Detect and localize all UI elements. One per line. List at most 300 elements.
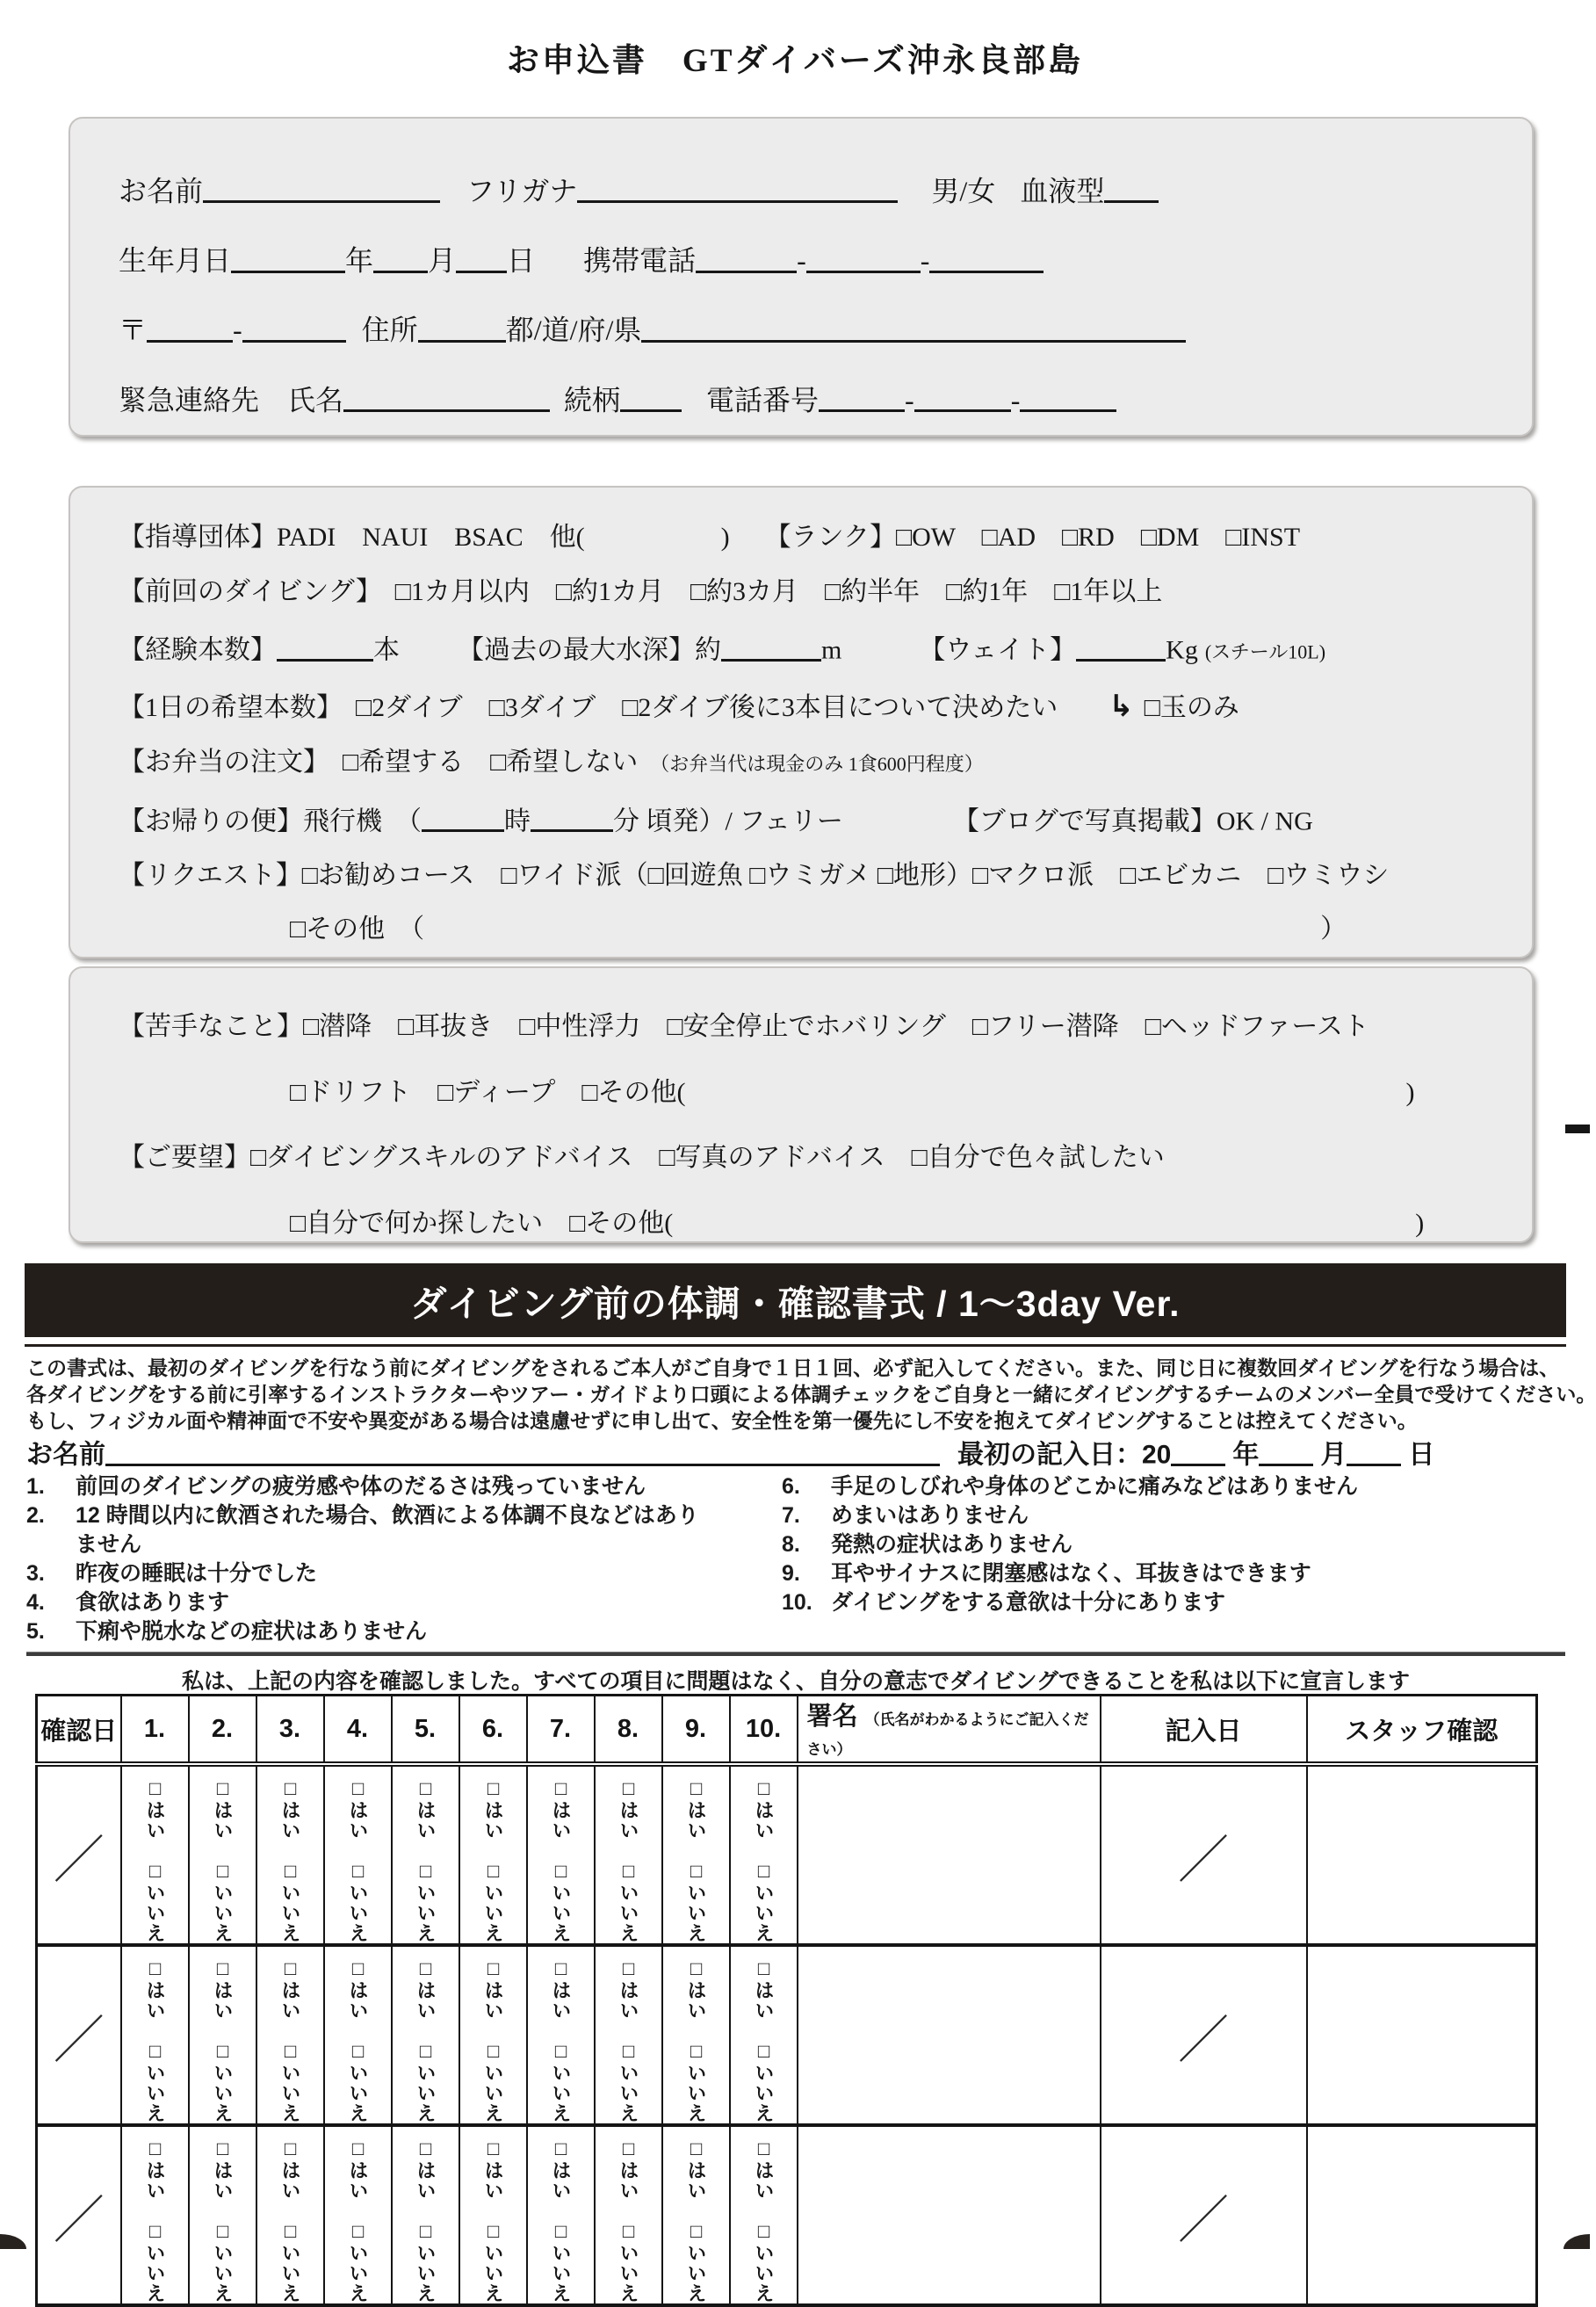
no-checkbox-label[interactable]: □いいえ: [347, 1860, 369, 1943]
question-answer-cell: [662, 1945, 730, 2125]
item-text-line: 下痢や脱水などの症状はありません: [76, 1619, 428, 1644]
blank-field[interactable]: [1076, 633, 1166, 662]
blank-field[interactable]: [819, 383, 905, 412]
item-number: 1.: [26, 1474, 45, 1499]
signature-header-label: 署名: [806, 1703, 865, 1731]
checklist-right-column: [782, 1472, 1572, 1617]
form-line: [119, 380, 1532, 416]
question-answer-cell: [527, 2125, 595, 2305]
answer-options: [257, 2127, 323, 2303]
answer-options: [257, 1767, 323, 1943]
question-3-header: 3.: [256, 1696, 324, 1765]
page-title: お申込書 GTダイバーズ沖永良部島: [506, 43, 1084, 79]
no-checkbox-label[interactable]: □いいえ: [550, 1860, 572, 1943]
no-checkbox-label[interactable]: □いいえ: [279, 1860, 301, 1943]
question-6-header: 6.: [459, 1696, 527, 1765]
yes-checkbox-label[interactable]: □はい: [617, 1957, 639, 2021]
answer-options: [190, 2127, 256, 2303]
no-checkbox-label[interactable]: □いいえ: [212, 2220, 234, 2303]
item-text-line: 昨夜の睡眠は十分でした: [76, 1561, 318, 1586]
label-text: 最初の記入日：20: [957, 1440, 1172, 1470]
answer-options: [393, 2127, 459, 2303]
label-text: 【ブログで写真掲載】OK / NG: [952, 806, 1313, 836]
question-answer-cell: [730, 2125, 798, 2305]
no-checkbox-label[interactable]: □いいえ: [212, 2040, 234, 2123]
label-text: □ドリフト □ディープ □その他(: [290, 1077, 686, 1107]
blank-field[interactable]: [203, 174, 440, 203]
label-text: 年: [1232, 1440, 1260, 1470]
check-table-row: [37, 1945, 1537, 2125]
item-number: 4.: [26, 1590, 45, 1615]
label-text: 【お弁当の注文】 □希望する □希望しない: [119, 748, 639, 777]
blank-field[interactable]: [105, 1438, 940, 1466]
yes-checkbox-label[interactable]: □はい: [482, 1777, 504, 1841]
daily-check-table: [35, 1694, 1538, 2307]
yes-checkbox-label[interactable]: □はい: [482, 1957, 504, 2021]
question-8-header: 8.: [595, 1696, 662, 1765]
answer-options: [731, 1947, 797, 2123]
item-number: 3.: [26, 1561, 45, 1586]
yes-checkbox-label[interactable]: □はい: [482, 2137, 504, 2201]
label-text: 【前回のダイビング】 □1カ月以内 □約1カ月 □約3カ月 □約半年 □約1年 □1年以上: [119, 576, 1163, 606]
concerns-requests-box: [69, 966, 1534, 1243]
blank-field[interactable]: [1020, 383, 1116, 412]
yes-checkbox-label[interactable]: □はい: [144, 1777, 166, 1841]
question-answer-cell: [730, 1945, 798, 2125]
answer-options: [528, 2127, 594, 2303]
question-answer-cell: [392, 1945, 459, 2125]
staff-confirm-cell[interactable]: [1307, 1945, 1537, 2125]
item-text-line: 前回のダイビングの疲労感や体のだるさは残っていません: [76, 1474, 646, 1499]
no-checkbox-label[interactable]: □いいえ: [685, 2040, 707, 2123]
form-line: [26, 1436, 1434, 1471]
no-checkbox-label[interactable]: □いいえ: [415, 1860, 437, 1943]
label-text: □自分で何か探したい □その他(: [290, 1208, 674, 1238]
label-text: 【指導団体】PADI NAUI BSAC 他(: [119, 523, 585, 552]
label-text: 【ウェイト】: [919, 635, 1077, 665]
form-line: [119, 1012, 1532, 1043]
intro-line: 各ダイビングをする前に引率するインストラクターやツアー・ガイドより口頭による体調チェックをご自身と一緒にダイビングするチームのメンバー全員で受けてください。: [26, 1383, 1596, 1406]
diving-info-box: [69, 486, 1534, 958]
item-text-line: 発熱の症状はありません: [831, 1532, 1073, 1557]
label-text: 携帯電話: [583, 244, 697, 277]
question-answer-cell: [459, 1945, 527, 2125]
question-answer-cell: [595, 1945, 662, 2125]
yes-checkbox-label[interactable]: □はい: [685, 2137, 707, 2201]
question-5-header: 5.: [392, 1696, 459, 1765]
form-line: [119, 631, 1532, 666]
label-text: 住所: [361, 314, 418, 346]
blank-field[interactable]: [242, 313, 346, 342]
answer-options: [325, 1947, 391, 2123]
instructions-paragraph: [26, 1355, 1596, 1434]
question-answer-cell: [662, 2125, 730, 2305]
yes-checkbox-label[interactable]: □はい: [617, 2137, 639, 2201]
entry-date-cell[interactable]: ／: [1101, 1945, 1307, 2125]
entry-date-cell[interactable]: ／: [1101, 1764, 1307, 1945]
banner-underline: [25, 1344, 1566, 1347]
question-answer-cell: [256, 1945, 324, 2125]
staff-confirm-cell[interactable]: [1307, 1764, 1537, 1945]
yes-checkbox-label[interactable]: □はい: [279, 1777, 301, 1841]
item-text-line: めまいはありません: [831, 1503, 1029, 1528]
blank-field[interactable]: [721, 633, 821, 662]
item-number: 10.: [782, 1590, 812, 1615]
question-answer-cell: [324, 1764, 392, 1945]
no-checkbox-label[interactable]: □いいえ: [279, 2040, 301, 2123]
blank-field[interactable]: [914, 383, 1011, 412]
item-number: 9.: [782, 1561, 800, 1586]
answer-options: [122, 1947, 188, 2123]
question-answer-cell: [121, 2125, 189, 2305]
label-text: m: [821, 635, 842, 665]
item-number: 5.: [26, 1619, 45, 1644]
form-line: [119, 802, 1532, 837]
signature-cell[interactable]: [798, 1764, 1101, 1945]
blank-field[interactable]: [418, 313, 506, 342]
question-answer-cell: [121, 1945, 189, 2125]
item-number: 8.: [782, 1532, 800, 1557]
question-answer-cell: [256, 2125, 324, 2305]
label-text: 【過去の最大水深】約: [458, 635, 721, 665]
label-text: ): [1415, 1208, 1425, 1238]
yes-checkbox-label[interactable]: □はい: [550, 2137, 572, 2201]
question-answer-cell: [730, 1764, 798, 1945]
bottom-right-corner-mark: [1564, 2234, 1590, 2249]
no-checkbox-label[interactable]: □いいえ: [144, 1860, 166, 1943]
signature-header: [798, 1696, 1101, 1765]
no-checkbox-label[interactable]: □いいえ: [753, 2040, 775, 2123]
no-checkbox-label[interactable]: □いいえ: [550, 2220, 572, 2303]
answer-options: [190, 1767, 256, 1943]
bottom-left-corner-mark: [0, 2234, 26, 2249]
name-and-first-entry-date-line: [26, 1436, 1434, 1471]
blank-field[interactable]: [696, 243, 797, 272]
question-answer-cell: [189, 1764, 256, 1945]
yes-checkbox-label[interactable]: □はい: [550, 1957, 572, 2021]
no-checkbox-label[interactable]: □いいえ: [685, 2220, 707, 2303]
question-7-header: 7.: [527, 1696, 595, 1765]
blank-field[interactable]: [806, 243, 921, 272]
label-text: ）: [1320, 915, 1347, 944]
form-line: [119, 310, 1532, 346]
check-date-header: 確認日: [37, 1696, 121, 1765]
checklist-item: [26, 1617, 773, 1646]
item-text-line: ダイビングをする意欲は十分にあります: [831, 1590, 1226, 1615]
checklist-item: [782, 1559, 1572, 1588]
check-date-cell[interactable]: ／: [37, 1764, 121, 1945]
question-answer-cell: [324, 1945, 392, 2125]
answer-options: [663, 1767, 729, 1943]
question-answer-cell: [256, 1764, 324, 1945]
no-checkbox-label[interactable]: □いいえ: [482, 2220, 504, 2303]
label-text: 緊急連絡先 氏名: [119, 383, 344, 416]
label-text: 【リクエスト】□お勧めコース □ワイド派（□回遊魚 □ウミガメ □地形）□マクロ派 □エビカニ □ウミウシ: [119, 860, 1390, 890]
question-answer-cell: [459, 2125, 527, 2305]
label-text: 電話番号: [706, 383, 820, 416]
answer-options: [460, 1767, 526, 1943]
answer-options: [596, 1947, 661, 2123]
question-2-header: 2.: [189, 1696, 256, 1765]
label-text: 男/女: [931, 175, 996, 207]
form-line: [119, 241, 1532, 277]
yes-checkbox-label[interactable]: □はい: [347, 2137, 369, 2201]
yes-checkbox-label[interactable]: □はい: [347, 1957, 369, 2021]
declaration-text: 私は、上記の内容を確認しました。すべての項目に問題はなく、自分の意志でダイビングできることを私は以下に宣言します: [181, 1669, 1410, 1694]
blank-field[interactable]: [531, 805, 613, 833]
yes-checkbox-label[interactable]: □はい: [279, 2137, 301, 2201]
blank-field[interactable]: [1171, 1438, 1225, 1466]
label-text: □その他 （: [290, 915, 425, 944]
label-text: 日: [507, 244, 536, 277]
answer-options: [393, 1767, 459, 1943]
blank-field[interactable]: [620, 383, 682, 412]
label-text: 日: [1408, 1440, 1435, 1470]
item-number: 7.: [782, 1503, 800, 1528]
check-date-cell[interactable]: ／: [37, 1945, 121, 2125]
answer-options: [663, 1947, 729, 2123]
label-text: □玉のみ: [1144, 693, 1239, 722]
applicant-info-box: [69, 117, 1534, 437]
blank-field[interactable]: [1347, 1438, 1401, 1466]
no-checkbox-label[interactable]: □いいえ: [550, 2040, 572, 2123]
item-text: [831, 1559, 1311, 1588]
label-text: お名前: [26, 1440, 105, 1470]
question-answer-cell: [662, 1764, 730, 1945]
question-answer-cell: [189, 1945, 256, 2125]
label-text: 都/道/府/県: [505, 314, 642, 346]
checklist-item: [782, 1530, 1572, 1559]
yes-checkbox-label[interactable]: □はい: [415, 1957, 437, 2021]
item-text: [76, 1559, 317, 1588]
blank-field[interactable]: [231, 243, 345, 272]
label-text: 【経験本数】: [119, 635, 277, 665]
item-text-line: 食欲はあります: [76, 1590, 230, 1615]
intro-line: もし、フィジカル面や精神面で不安や異変がある場合は遠慮せずに申し出て、安全性を第一優先にし不安を抱えてダイビングすることは控えてください。: [26, 1409, 1418, 1432]
no-checkbox-label[interactable]: □いいえ: [347, 2040, 369, 2123]
yes-checkbox-label[interactable]: □はい: [550, 1777, 572, 1841]
staff-confirm-header: スタッフ確認: [1307, 1696, 1537, 1765]
label-text: 【お帰りの便】飛行機 （: [119, 806, 422, 836]
label-text: 【ご要望】□ダイビングスキルのアドバイス □写真のアドバイス □自分で色々試したい: [119, 1143, 1165, 1172]
yes-checkbox-label[interactable]: □はい: [617, 1777, 639, 1841]
yes-checkbox-label[interactable]: □はい: [415, 2137, 437, 2201]
health-check-banner: [25, 1263, 1566, 1337]
fold-mark: [1565, 1125, 1590, 1133]
question-answer-cell: [527, 1945, 595, 2125]
blank-field[interactable]: [343, 383, 550, 412]
label-text: ): [720, 523, 730, 552]
answer-options: [460, 1947, 526, 2123]
answer-options: [528, 1767, 594, 1943]
entry-date-cell[interactable]: ／: [1101, 2125, 1307, 2305]
checklist-item: [26, 1559, 773, 1588]
label-text: 【ランク】□OW □AD □RD □DM □INST: [764, 523, 1301, 552]
blank-field[interactable]: [1104, 174, 1159, 203]
label-text: 年: [345, 244, 374, 277]
blank-field[interactable]: [422, 805, 504, 833]
label-text: -: [233, 314, 242, 346]
yes-checkbox-label[interactable]: □はい: [753, 1777, 775, 1841]
no-checkbox-label[interactable]: □いいえ: [212, 1860, 234, 1943]
question-1-header: 1.: [121, 1696, 189, 1765]
form-line: [119, 577, 1532, 608]
form-line: [119, 1209, 1532, 1240]
label-text: フリガナ: [466, 175, 578, 207]
no-checkbox-label[interactable]: □いいえ: [753, 2220, 775, 2303]
answer-options: [596, 1767, 661, 1943]
checklist-item: [782, 1501, 1572, 1530]
answer-options: [528, 1947, 594, 2123]
answer-options: [460, 2127, 526, 2303]
yes-checkbox-label[interactable]: □はい: [212, 2137, 234, 2201]
signature-cell[interactable]: [798, 1945, 1101, 2125]
intro-line: この書式は、最初のダイビングを行なう前にダイビングをされるご本人がご自身で１日１回、必ず記入してください。また、同じ日に複数回ダイビングを行なう場合は、: [26, 1356, 1560, 1379]
no-checkbox-label[interactable]: □いいえ: [617, 2040, 639, 2123]
yes-checkbox-label[interactable]: □はい: [279, 1957, 301, 2021]
item-number: 6.: [782, 1474, 800, 1499]
yes-checkbox-label[interactable]: □はい: [144, 1957, 166, 2021]
item-text-line: 12 時間以内に飲酒された場合、飲酒による体調不良などはあり: [76, 1503, 699, 1528]
form-line: [119, 690, 1532, 724]
no-checkbox-label[interactable]: □いいえ: [144, 2220, 166, 2303]
answer-options: [325, 1767, 391, 1943]
question-answer-cell: [392, 2125, 459, 2305]
item-number: 2.: [26, 1503, 45, 1528]
label-text: -: [1010, 383, 1021, 416]
yes-checkbox-label[interactable]: □はい: [212, 1957, 234, 2021]
label-text: 月: [428, 244, 457, 277]
yes-checkbox-label[interactable]: □はい: [144, 2137, 166, 2201]
item-text: [831, 1501, 1029, 1530]
question-9-header: 9.: [662, 1696, 730, 1765]
item-text: [76, 1501, 699, 1559]
label-text: 〒: [119, 314, 148, 346]
answer-options: [122, 2127, 188, 2303]
question-answer-cell: [392, 1764, 459, 1945]
no-checkbox-label[interactable]: □いいえ: [415, 2040, 437, 2123]
no-checkbox-label[interactable]: □いいえ: [617, 1860, 639, 1943]
item-text: [831, 1530, 1072, 1559]
yes-checkbox-label[interactable]: □はい: [685, 1957, 707, 2021]
label-text: ): [1405, 1077, 1415, 1107]
yes-checkbox-label[interactable]: □はい: [415, 1777, 437, 1841]
question-answer-cell: [527, 1764, 595, 1945]
checklist-item: [782, 1588, 1572, 1617]
signature-cell[interactable]: [798, 2125, 1101, 2305]
signature-header-note: （氏名がわかるようにご記入ください）: [806, 1711, 1089, 1758]
question-answer-cell: [595, 2125, 662, 2305]
blank-field[interactable]: [373, 243, 428, 272]
answer-options: [257, 1947, 323, 2123]
blank-field[interactable]: [456, 243, 507, 272]
label-text: 時: [504, 806, 531, 836]
question-4-header: 4.: [324, 1696, 392, 1765]
label-text: Kg: [1166, 635, 1198, 665]
checklist-item: [26, 1588, 773, 1617]
answer-options: [663, 2127, 729, 2303]
item-text-line: ません: [76, 1532, 142, 1557]
yes-checkbox-label[interactable]: □はい: [347, 1777, 369, 1841]
checklist-left-column: [26, 1472, 773, 1646]
banner-title: ダイビング前の体調・確認書式 / 1～3day Ver.: [410, 1283, 1181, 1324]
no-checkbox-label[interactable]: □いいえ: [617, 2220, 639, 2303]
answer-options: [190, 1947, 256, 2123]
no-checkbox-label[interactable]: □いいえ: [753, 1860, 775, 1943]
entry-date-header: 記入日: [1101, 1696, 1307, 1765]
no-checkbox-label[interactable]: □いいえ: [347, 2220, 369, 2303]
blank-field[interactable]: [1259, 1438, 1313, 1466]
no-checkbox-label[interactable]: □いいえ: [685, 1860, 707, 1943]
blank-field[interactable]: [577, 174, 898, 203]
no-checkbox-label[interactable]: □いいえ: [482, 2040, 504, 2123]
label-text: お名前: [119, 175, 204, 207]
label-text: 【1日の希望本数】 □2ダイブ □3ダイブ □2ダイブ後に3本目について決めたい: [119, 693, 1058, 722]
no-checkbox-label[interactable]: □いいえ: [482, 1860, 504, 1943]
answer-options: [731, 1767, 797, 1943]
note-text: （お弁当代は現金のみ 1食600円程度）: [650, 753, 984, 776]
form-line: [119, 861, 1532, 892]
form-line: [119, 748, 1532, 778]
label-text: 【苦手なこと】□潜降 □耳抜き □中性浮力 □安全停止でホバリング □フリー潜降 □ヘッドファースト: [119, 1012, 1369, 1041]
note-text: (スチール10L): [1204, 640, 1326, 663]
blank-field[interactable]: [929, 243, 1044, 272]
no-checkbox-label[interactable]: □いいえ: [415, 2220, 437, 2303]
form-line: [119, 523, 1532, 553]
divider-line: [26, 1652, 1565, 1656]
item-text: [76, 1617, 427, 1646]
item-text: [76, 1588, 229, 1617]
question-answer-cell: [324, 2125, 392, 2305]
check-date-cell[interactable]: ／: [37, 2125, 121, 2305]
question-answer-cell: [595, 1764, 662, 1945]
answer-options: [393, 1947, 459, 2123]
label-text: 月: [1320, 1440, 1347, 1470]
blank-field[interactable]: [147, 313, 233, 342]
blank-field[interactable]: [277, 633, 373, 662]
staff-confirm-cell[interactable]: [1307, 2125, 1537, 2305]
label-text: -: [797, 244, 806, 277]
label-text: 本: [373, 635, 400, 665]
yes-checkbox-label[interactable]: □はい: [753, 2137, 775, 2201]
answer-options: [325, 2127, 391, 2303]
form-line: [119, 1078, 1532, 1109]
answer-options: [731, 2127, 797, 2303]
question-answer-cell: [121, 1764, 189, 1945]
answer-options: [596, 2127, 661, 2303]
question-answer-cell: [459, 1764, 527, 1945]
answer-options: [122, 1767, 188, 1943]
checklist-item: [26, 1472, 773, 1501]
label-text: 続柄: [564, 383, 621, 416]
form-line: [119, 915, 1532, 945]
label-text: 血液型: [1020, 175, 1105, 207]
question-answer-cell: [189, 2125, 256, 2305]
no-checkbox-label[interactable]: □いいえ: [144, 2040, 166, 2123]
label-text: -: [920, 244, 930, 277]
yes-checkbox-label[interactable]: □はい: [212, 1777, 234, 1841]
yes-checkbox-label[interactable]: □はい: [685, 1777, 707, 1841]
no-checkbox-label[interactable]: □いいえ: [279, 2220, 301, 2303]
item-text-line: 耳やサイナスに閉塞感はなく、耳抜きはできます: [831, 1561, 1311, 1586]
item-text: [831, 1472, 1358, 1501]
yes-checkbox-label[interactable]: □はい: [753, 1957, 775, 2021]
label-text: -: [905, 383, 914, 416]
check-table-row: [37, 2125, 1537, 2305]
blank-field[interactable]: [641, 313, 1186, 342]
item-text-line: 手足のしびれや身体のどこかに痛みなどはありません: [831, 1474, 1359, 1499]
label-text: 生年月日: [119, 244, 232, 277]
